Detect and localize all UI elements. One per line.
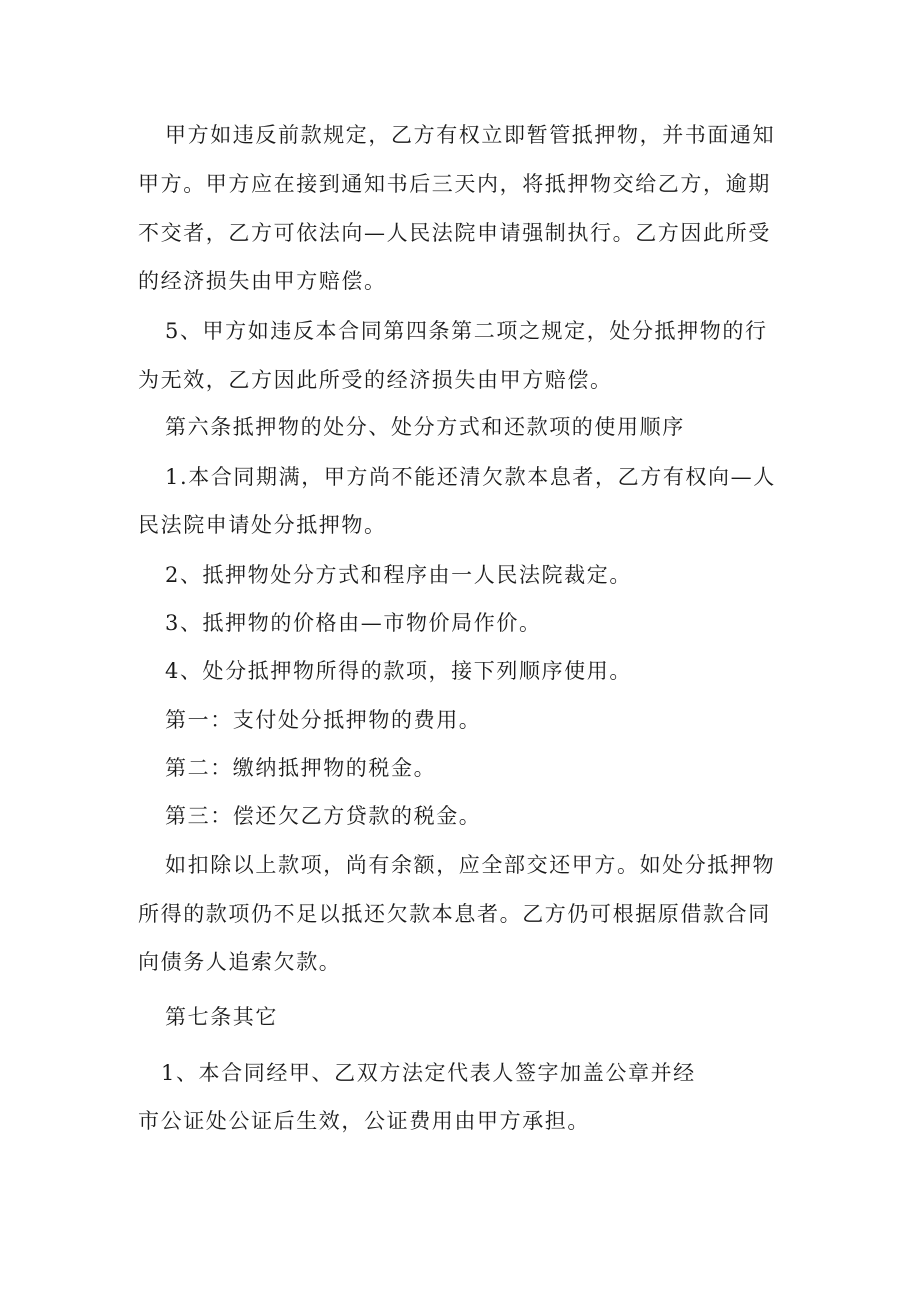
item-1-line: 1、本合同经甲、乙双方法定代表人签字加盖公章并经 xyxy=(161,1061,696,1085)
order-second-line: 第二：缴纳抵押物的税金。 xyxy=(165,756,437,780)
item-3-line: 3、抵押物的价格由—市物价局作价。 xyxy=(165,611,542,635)
paragraph-line: 市公证处公证后生效，公证费用由甲方承担。 xyxy=(138,1109,590,1133)
order-first-line: 第一：支付处分抵押物的费用。 xyxy=(165,708,482,732)
item-4-line: 4、处分抵押物所得的款项，接下列顺序使用。 xyxy=(165,659,632,683)
article-6-heading: 第六条抵押物的处分、处分方式和还款项的使用顺序 xyxy=(165,415,685,439)
clause-5-line: 5、甲方如违反本合同第四条第二项之规定，处分抵押物的行 xyxy=(165,319,768,343)
item-1-line: 1.本合同期满，甲方尚不能还清欠款本息者，乙方有权向—人 xyxy=(165,465,776,489)
paragraph-line: 甲方如违反前款规定，乙方有权立即暂管抵押物，并书面通知 xyxy=(165,123,776,147)
paragraph-line: 不交者，乙方可依法向—人民法院申请强制执行。乙方因此所受 xyxy=(138,221,771,245)
paragraph-line: 民法院申请处分抵押物。 xyxy=(138,513,387,537)
paragraph-line: 向债务人追索欠款。 xyxy=(138,950,342,974)
item-2-line: 2、抵押物处分方式和程序由一人民法院裁定。 xyxy=(165,563,632,587)
paragraph-line: 甲方。甲方应在接到通知书后三天内，将抵押物交给乙方，逾期 xyxy=(138,172,771,196)
paragraph-line: 为无效，乙方因此所受的经济损失由甲方赔偿。 xyxy=(138,368,613,392)
order-third-line: 第三：偿还欠乙方贷款的税金。 xyxy=(165,804,482,828)
paragraph-line: 如扣除以上款项，尚有余额，应全部交还甲方。如处分抵押物 xyxy=(165,853,776,877)
paragraph-line: 所得的款项仍不足以抵还欠款本息者。乙方仍可根据原借款合同 xyxy=(138,902,771,926)
article-7-heading: 第七条其它 xyxy=(165,1005,278,1029)
paragraph-line: 的经济损失由甲方赔偿。 xyxy=(138,269,387,293)
